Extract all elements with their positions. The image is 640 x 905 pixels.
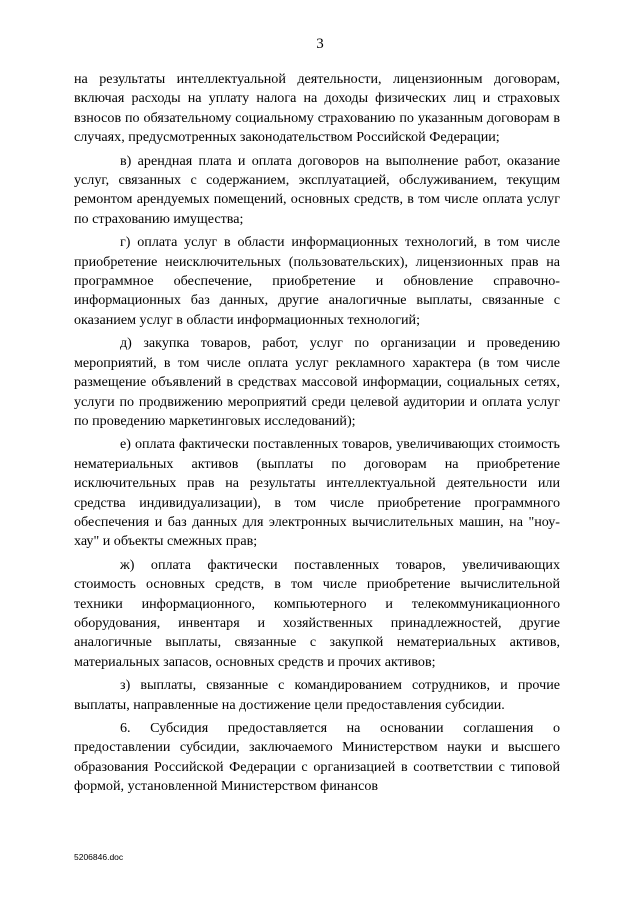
paragraph-item-g: г) оплата услуг в области информационных технологий, в том числе приобретение неисключительных (пользовательских), лицензионных прав на программное обеспечение, приобретение и обновление справочно-информационных баз данных, другие аналогичные выплаты, связанные с оказанием услуг в области информационных технологий; — [74, 234, 560, 328]
paragraph-item-d: д) закупка товаров, работ, услуг по организации и проведению мероприятий, в том числе оплата услуг рекламного характера (в том числе размещение объявлений в средствах массовой информации, социальных сетях, услуги по продвижению мероприятий среди целевой аудитории и оплата услуг по проведению маркетинговых исследований); — [74, 335, 560, 429]
page-number: 3 — [316, 36, 324, 52]
paragraph-item-v: в) арендная плата и оплата договоров на выполнение работ, оказание услуг, связанных с содержанием, эксплуатацией, обслуживанием, текущим ремонтом арендуемых помещений, основных средств, в том числе оплата услуг по страхованию имущества; — [74, 152, 560, 227]
paragraph-item-e: е) оплата фактически поставленных товаров, увеличивающих стоимость нематериальных активов (выплаты по договорам на приобретение исключительных прав на результаты интеллектуальной деятельности или средства индивидуализации), в том числе приобретение программного обеспечения и баз данных для электронных вычислительных машин, на "ноу-хау" и объекты смежных прав; — [74, 436, 560, 550]
footer-filename: 5206846.doc — [74, 852, 124, 862]
paragraph-clause-6: 6. Субсидия предоставляется на основании соглашения о предоставлении субсидии, заключаемого Министерством науки и высшего образования Российской Федерации с организацией в соответствии с типовой формой, установленной Министерством финансов — [74, 720, 560, 795]
paragraph-item-zh: ж) оплата фактически поставленных товаров, увеличивающих стоимость основных средств, в том числе приобретение вычислительной техники информационного, компьютерного и телекоммуникационного оборудования, инвентаря и хозяйственных принадлежностей, другие аналогичные выплаты, связанные с закупкой нематериальных активов, материальных запасов, основных средств и прочих активов; — [74, 556, 560, 670]
paragraph-item-z: з) выплаты, связанные с командированием сотрудников, и прочие выплаты, направленные на достижение цели предоставления субсидии. — [74, 677, 560, 713]
document-body — [74, 70, 560, 797]
paragraph-continuation: на результаты интеллектуальной деятельности, лицензионным договорам, включая расходы на уплату налога на доходы физических лиц и страховых взносов по обязательному социальному страхованию по указанным договорам в случаях, предусмотренных законодательством Российской Федерации; — [74, 71, 560, 146]
